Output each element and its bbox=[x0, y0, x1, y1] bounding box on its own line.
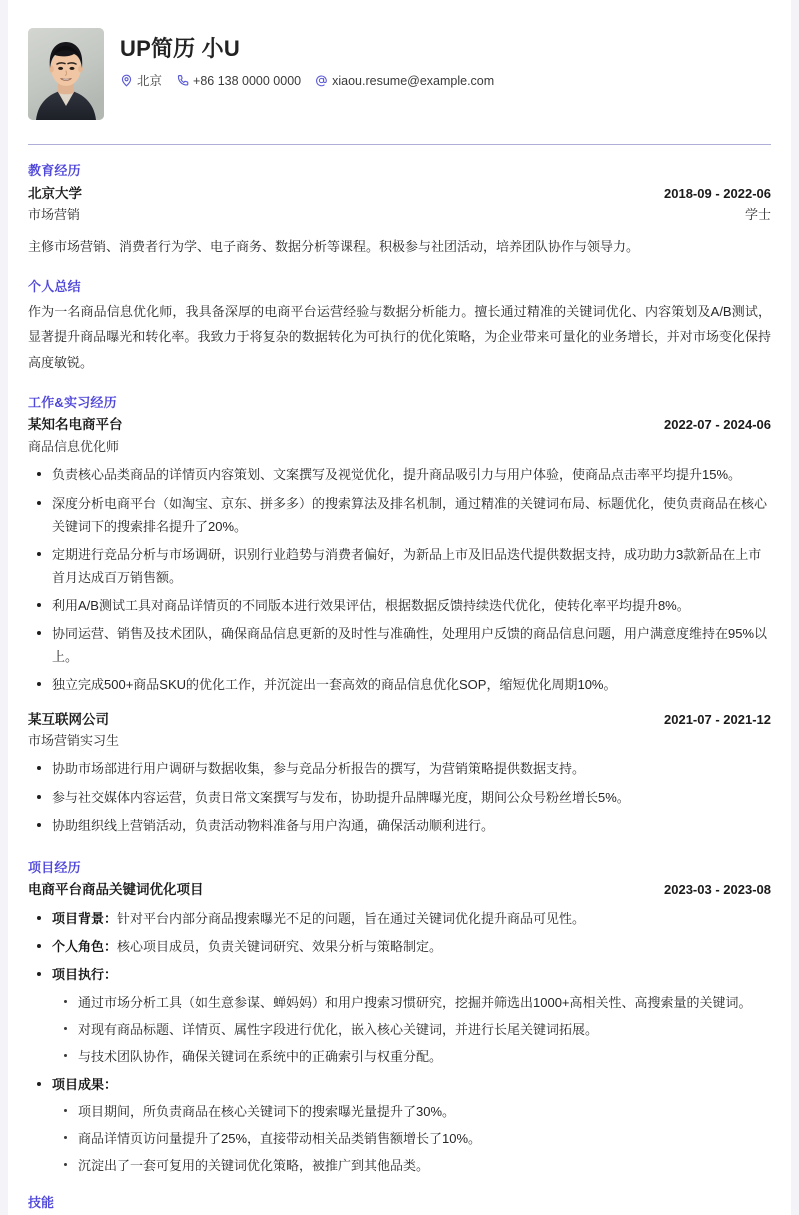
project-sub-list bbox=[52, 991, 771, 1068]
resume-page bbox=[8, 0, 791, 1215]
list-item: 沉淀出了一套可复用的关键词优化策略，被推广到其他品类。 bbox=[52, 1154, 771, 1177]
work-entry-sub bbox=[28, 436, 771, 457]
section-work bbox=[28, 393, 771, 837]
list-item: 利用A/B测试工具对商品详情页的不同版本进行效果评估，根据数据反馈持续迭代优化，使转化率平均提升8%。 bbox=[28, 594, 771, 617]
section-title-projects: 项目经历 bbox=[28, 859, 81, 875]
work-date: 2021-07 - 2021-12 bbox=[664, 711, 771, 727]
list-item: 独立完成500+商品SKU的优化工作，并沉淀出一套高效的商品信息优化SOP，缩短优化周期10%。 bbox=[28, 673, 771, 696]
work-entry bbox=[28, 414, 771, 696]
list-item: 协助市场部进行用户调研与数据收集，参与竞品分析报告的撰写，为营销策略提供数据支持。 bbox=[28, 757, 771, 780]
project-date: 2023-03 - 2023-08 bbox=[664, 882, 771, 898]
list-item: 定期进行竞品分析与市场调研，识别行业趋势与消费者偏好，为新品上市及旧品迭代提供数据支持，成功助力3款新品在上市首月达成百万销售额。 bbox=[28, 543, 771, 589]
work-role: 市场营销实习生 bbox=[28, 733, 120, 749]
education-entry-sub bbox=[28, 204, 771, 225]
list-item: 协同运营、销售及技术团队，确保商品信息更新的及时性与准确性，处理用户反馈的商品信息问题，用户满意度维持在95%以上。 bbox=[28, 622, 771, 668]
section-summary bbox=[28, 277, 771, 375]
spacer bbox=[28, 842, 771, 858]
identity-block bbox=[120, 28, 771, 87]
project-item-text: 核心项目成员，负责关键词研究、效果分析与策略制定。 bbox=[117, 939, 443, 955]
list-item bbox=[28, 1073, 771, 1178]
section-title-work: 工作&实习经历 bbox=[28, 394, 117, 410]
section-title-skills: 技能 bbox=[28, 1195, 55, 1211]
project-item-text: 针对平台内部分商品搜索曝光不足的问题，旨在通过关键词优化提升商品可见性。 bbox=[117, 911, 586, 927]
project-bullet-list bbox=[28, 907, 771, 1177]
project-item-lead: 项目成果： bbox=[52, 1076, 118, 1092]
project-name: 电商平台商品关键词优化项目 bbox=[28, 882, 204, 898]
list-item: 与技术团队协作，确保关键词在系统中的正确索引与权重分配。 bbox=[52, 1045, 771, 1068]
project-item-lead: 个人角色： bbox=[52, 939, 118, 955]
phone-icon bbox=[176, 74, 189, 87]
section-title-education: 教育经历 bbox=[28, 163, 81, 178]
list-item: 对现有商品标题、详情页、属性字段进行优化，嵌入核心关键词，并进行长尾关键词拓展。 bbox=[52, 1018, 771, 1041]
work-entry bbox=[28, 709, 771, 837]
education-major: 市场营销 bbox=[28, 207, 81, 223]
contact-phone-text: +86 138 0000 0000 bbox=[193, 73, 302, 88]
avatar bbox=[28, 28, 104, 120]
contact-location-text: 北京 bbox=[137, 73, 163, 88]
work-date: 2022-07 - 2024-06 bbox=[664, 417, 771, 433]
work-bullet-list bbox=[28, 757, 771, 836]
work-entry-head bbox=[28, 414, 771, 436]
spacer bbox=[28, 261, 771, 277]
at-email-icon bbox=[315, 74, 328, 87]
list-item: 协助组织线上营销活动，负责活动物料准备与用户沟通，确保活动顺利进行。 bbox=[28, 814, 771, 837]
list-item: 深度分析电商平台（如淘宝、京东、拼多多）的搜索算法及排名机制，通过精准的关键词布局、标题优化，使负责商品在核心关键词下的搜索排名提升了20%。 bbox=[28, 492, 771, 538]
list-item: 项目期间，所负责商品在核心关键词下的搜索曝光量提升了30%。 bbox=[52, 1100, 771, 1123]
work-company: 某知名电商平台 bbox=[28, 417, 123, 433]
section-skills bbox=[28, 1193, 771, 1213]
spacer bbox=[28, 377, 771, 393]
person-name: UP简历 小U bbox=[120, 36, 240, 61]
list-item bbox=[28, 963, 771, 1068]
education-date: 2018-09 - 2022-06 bbox=[664, 185, 771, 201]
education-entry bbox=[28, 183, 771, 260]
header-divider bbox=[28, 144, 771, 145]
section-education bbox=[28, 161, 771, 259]
contact-email bbox=[315, 74, 494, 87]
education-entry-head bbox=[28, 183, 771, 205]
summary-text: 作为一名商品信息优化师，我具备深厚的电商平台运营经验与数据分析能力。擅长通过精准的关键词优化、内容策划及A/B测试，显著提升商品曝光和转化率。我致力于将复杂的数据转化为可执行的优化策略，为企业带来可量化的业务增长，并对市场变化保持高度敏锐。 bbox=[28, 303, 771, 370]
project-item-lead: 项目执行： bbox=[52, 967, 118, 983]
resume-header bbox=[28, 28, 771, 126]
list-item: 通过市场分析工具（如生意参谋、蝉妈妈）和用户搜索习惯研究，挖掘并筛选出1000+高相关性、高搜索量的关键词。 bbox=[52, 991, 771, 1014]
section-title-summary: 个人总结 bbox=[28, 279, 81, 295]
project-entry-head bbox=[28, 879, 771, 901]
list-item: 负责核心品类商品的详情页内容策划、文案撰写及视觉优化，提升商品吸引力与用户体验，使商品点击率平均提升15%。 bbox=[28, 463, 771, 486]
contact-phone bbox=[176, 74, 301, 87]
contact-location bbox=[120, 74, 162, 87]
education-description: 主修市场营销、消费者行为学、电子商务、数据分析等课程。积极参与社团活动，培养团队协作与领导力。 bbox=[28, 239, 640, 255]
list-item bbox=[28, 907, 771, 930]
work-entry-sub bbox=[28, 730, 771, 751]
contact-email-text: xiaou.resume@example.com bbox=[332, 73, 495, 88]
project-item-lead: 项目背景： bbox=[52, 911, 118, 927]
project-sub-list bbox=[52, 1100, 771, 1177]
education-degree: 学士 bbox=[744, 207, 771, 223]
contact-row bbox=[120, 74, 771, 87]
section-projects bbox=[28, 858, 771, 1178]
education-school: 北京大学 bbox=[28, 185, 82, 201]
location-pin-icon bbox=[120, 74, 133, 87]
work-entry-head bbox=[28, 709, 771, 731]
list-item: 参与社交媒体内容运营，负责日常文案撰写与发布，协助提升品牌曝光度，期间公众号粉丝增长5%。 bbox=[28, 786, 771, 809]
project-entry bbox=[28, 879, 771, 1177]
list-item bbox=[28, 935, 771, 958]
list-item: 商品详情页访问量提升了25%，直接带动相关品类销售额增长了10%。 bbox=[52, 1127, 771, 1150]
work-bullet-list bbox=[28, 463, 771, 696]
work-role: 商品信息优化师 bbox=[28, 439, 120, 455]
work-company: 某互联网公司 bbox=[28, 711, 109, 727]
